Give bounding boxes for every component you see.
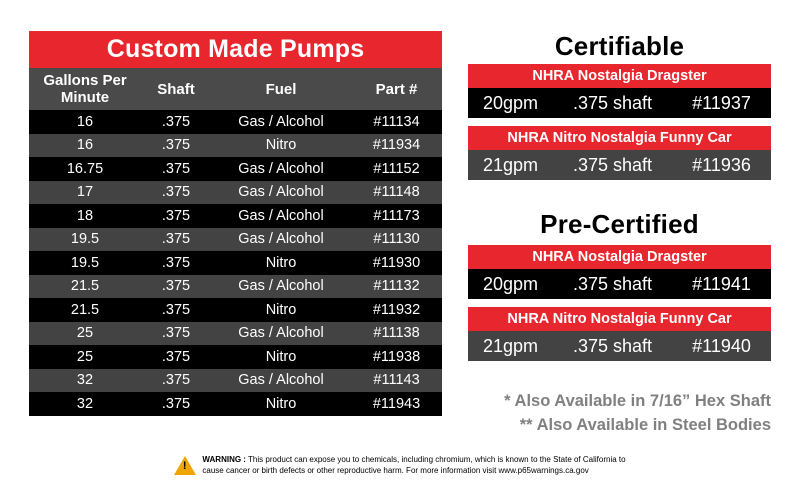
cell-gpm: 21.5 xyxy=(29,275,141,299)
spacer xyxy=(468,118,771,126)
cell-gpm: 32 xyxy=(29,369,141,393)
cell-part: #11934 xyxy=(351,134,442,158)
category-label: NHRA Nostalgia Dragster xyxy=(468,64,771,88)
cell-gpm: 17 xyxy=(29,181,141,205)
cell-shaft: .375 shaft xyxy=(553,88,672,118)
cell-gpm: 21.5 xyxy=(29,298,141,322)
spec-row xyxy=(468,269,771,299)
pre-certified-dragster-table xyxy=(468,245,771,299)
custom-made-pumps-table xyxy=(29,31,442,416)
cell-shaft: .375 xyxy=(141,157,211,181)
cell-fuel: Gas / Alcohol xyxy=(211,275,351,299)
cell-gpm: 19.5 xyxy=(29,228,141,252)
cell-fuel: Nitro xyxy=(211,251,351,275)
category-row xyxy=(468,64,771,88)
cell-part: #11943 xyxy=(351,392,442,416)
cell-gpm: 19.5 xyxy=(29,251,141,275)
table-row xyxy=(29,251,442,275)
column-header-part: Part # xyxy=(351,68,442,110)
cell-part: #11132 xyxy=(351,275,442,299)
cell-part: #11930 xyxy=(351,251,442,275)
pre-certified-title: Pre-Certified xyxy=(540,209,699,239)
category-label: NHRA Nitro Nostalgia Funny Car xyxy=(468,307,771,331)
column-header-gpm: Gallons Per Minute xyxy=(29,68,141,110)
cell-gpm: 20gpm xyxy=(468,269,553,299)
cell-part: #11937 xyxy=(672,88,771,118)
cell-part: #11138 xyxy=(351,322,442,346)
pre-certified-section xyxy=(468,209,771,240)
cell-gpm: 16 xyxy=(29,134,141,158)
table-row xyxy=(29,275,442,299)
cell-fuel: Nitro xyxy=(211,134,351,158)
cell-part: #11173 xyxy=(351,204,442,228)
table-row xyxy=(29,322,442,346)
cell-part: #11938 xyxy=(351,345,442,369)
cell-shaft: .375 xyxy=(141,275,211,299)
cell-gpm: 21gpm xyxy=(468,150,553,180)
cell-part: #11941 xyxy=(672,269,771,299)
cell-part: #11936 xyxy=(672,150,771,180)
category-row xyxy=(468,307,771,331)
category-label: NHRA Nostalgia Dragster xyxy=(468,245,771,269)
page-title: Custom Made Pumps xyxy=(29,31,442,68)
table-row xyxy=(29,181,442,205)
table-row xyxy=(29,157,442,181)
table-header-row xyxy=(29,68,442,110)
table-row xyxy=(29,228,442,252)
cell-part: #11152 xyxy=(351,157,442,181)
certifiable-tables xyxy=(468,64,771,180)
footnote-steel-bodies: ** Also Available in Steel Bodies xyxy=(519,416,771,434)
cell-fuel: Gas / Alcohol xyxy=(211,204,351,228)
cell-gpm: 25 xyxy=(29,322,141,346)
cell-shaft: .375 xyxy=(141,345,211,369)
cell-shaft: .375 shaft xyxy=(553,269,672,299)
cell-shaft: .375 xyxy=(141,392,211,416)
category-label: NHRA Nitro Nostalgia Funny Car xyxy=(468,126,771,150)
footnote-hex-shaft: * Also Available in 7/16” Hex Shaft xyxy=(504,392,771,410)
cell-gpm: 25 xyxy=(29,345,141,369)
spec-row xyxy=(468,88,771,118)
cell-fuel: Gas / Alcohol xyxy=(211,181,351,205)
warning-text xyxy=(202,455,625,476)
column-header-fuel: Fuel xyxy=(211,68,351,110)
cell-part: #11932 xyxy=(351,298,442,322)
cell-fuel: Nitro xyxy=(211,392,351,416)
cell-gpm: 32 xyxy=(29,392,141,416)
warning-label: WARNING : xyxy=(202,455,246,464)
pre-certified-tables xyxy=(468,245,771,361)
spec-row xyxy=(468,331,771,361)
cell-part: #11130 xyxy=(351,228,442,252)
cell-shaft: .375 xyxy=(141,204,211,228)
table-row xyxy=(29,204,442,228)
prop65-warning xyxy=(0,455,800,476)
certifiable-funnycar-table xyxy=(468,126,771,180)
cell-shaft: .375 shaft xyxy=(553,150,672,180)
cell-shaft: .375 xyxy=(141,251,211,275)
column-header-shaft: Shaft xyxy=(141,68,211,110)
table-title-row xyxy=(29,31,442,68)
cell-shaft: .375 xyxy=(141,298,211,322)
certifiable-dragster-table xyxy=(468,64,771,118)
cell-shaft: .375 xyxy=(141,369,211,393)
cell-gpm: 16.75 xyxy=(29,157,141,181)
certifiable-title: Certifiable xyxy=(554,31,685,61)
cell-shaft: .375 shaft xyxy=(553,331,672,361)
cell-fuel: Gas / Alcohol xyxy=(211,157,351,181)
certifiable-section xyxy=(468,31,771,62)
warning-line-2: cause cancer or birth defects or other reproductive harm. For more information visit www.p65warnings.ca.gov xyxy=(202,465,589,475)
cell-fuel: Gas / Alcohol xyxy=(211,369,351,393)
cell-shaft: .375 xyxy=(141,322,211,346)
spacer xyxy=(468,299,771,307)
table-row xyxy=(29,298,442,322)
warning-line-1: This product can expose you to chemicals, including chromium, which is known to the State of California to xyxy=(245,455,626,464)
cell-shaft: .375 xyxy=(141,228,211,252)
cell-gpm: 16 xyxy=(29,110,141,134)
cell-fuel: Gas / Alcohol xyxy=(211,110,351,134)
cell-fuel: Gas / Alcohol xyxy=(211,322,351,346)
cell-shaft: .375 xyxy=(141,110,211,134)
table-row xyxy=(29,345,442,369)
cell-gpm: 20gpm xyxy=(468,88,553,118)
spec-row xyxy=(468,150,771,180)
category-row xyxy=(468,245,771,269)
cell-part: #11148 xyxy=(351,181,442,205)
cell-part: #11134 xyxy=(351,110,442,134)
pre-certified-funnycar-table xyxy=(468,307,771,361)
cell-fuel: Gas / Alcohol xyxy=(211,228,351,252)
table-row xyxy=(29,110,442,134)
cell-gpm: 21gpm xyxy=(468,331,553,361)
cell-fuel: Nitro xyxy=(211,298,351,322)
cell-fuel: Nitro xyxy=(211,345,351,369)
footnotes xyxy=(468,389,771,437)
warning-triangle-icon xyxy=(174,456,196,475)
cell-gpm: 18 xyxy=(29,204,141,228)
category-row xyxy=(468,126,771,150)
table-row xyxy=(29,392,442,416)
cell-part: #11143 xyxy=(351,369,442,393)
cell-part: #11940 xyxy=(672,331,771,361)
cell-shaft: .375 xyxy=(141,181,211,205)
table-row xyxy=(29,134,442,158)
cell-shaft: .375 xyxy=(141,134,211,158)
table-row xyxy=(29,369,442,393)
